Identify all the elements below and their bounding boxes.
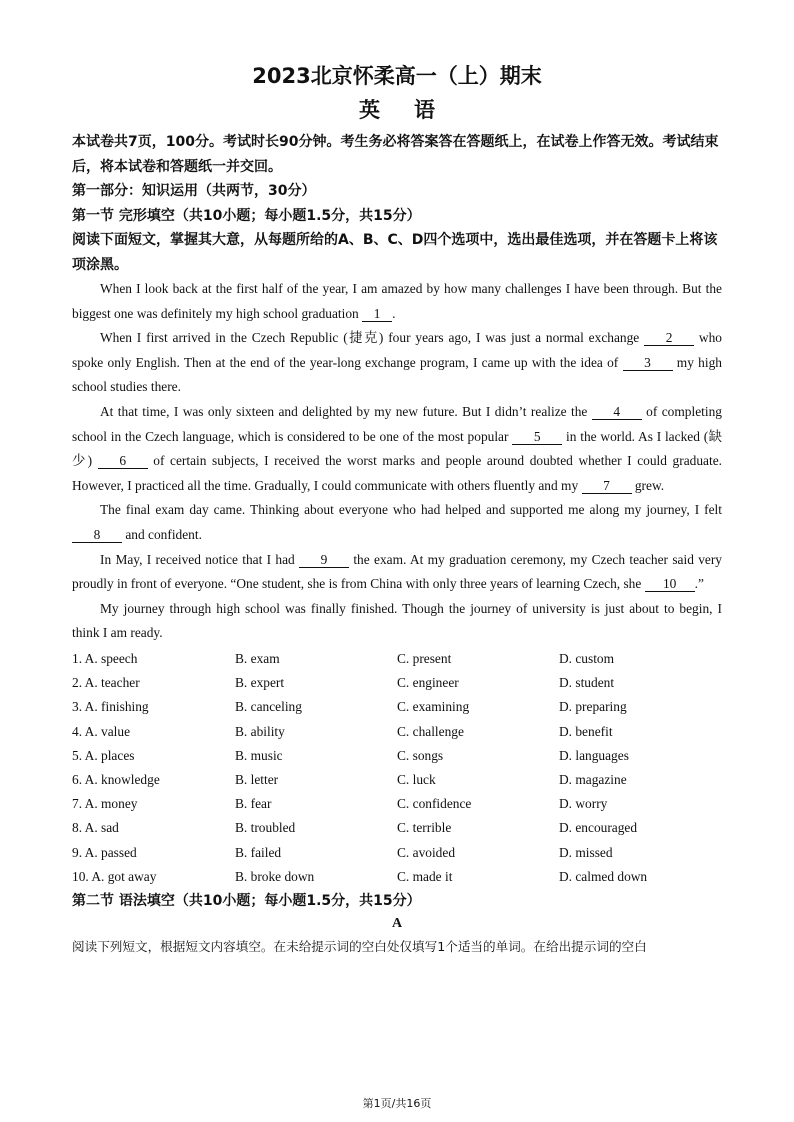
option-d: D. magazine [559, 771, 627, 787]
option-row [72, 647, 722, 671]
option-c: C. challenge [397, 723, 464, 739]
option-b: B. canceling [235, 699, 302, 715]
exam-instructions: 本试卷共7页，100分。考试时长90分钟。考生务必将答案答在答题纸上，在试卷上作答无效。考试结束后，将本试卷和答题纸一并交回。 [72, 134, 719, 175]
option-row [72, 816, 722, 840]
option-d: D. languages [559, 747, 629, 763]
option-d: D. calmed down [559, 868, 648, 884]
exam-page [72, 62, 722, 959]
option-b: B. letter [235, 771, 279, 787]
subject-title: 英语 [359, 98, 469, 122]
section1-directions: 阅读下面短文，掌握其大意，从每题所给的A、B、C、D四个选项中，选出最佳选项，并在答题卡上将该项涂黑。 [72, 232, 718, 273]
passage-text: In May, I received notice that I had [100, 551, 300, 567]
option-b: B. troubled [235, 820, 296, 836]
blank-9: 9 [299, 552, 349, 568]
option-d: D. custom [559, 650, 615, 666]
option-c: C. confidence [397, 796, 472, 812]
passage-text: . [392, 305, 396, 321]
option-a: 5. A. places [72, 747, 135, 763]
blank-7: 7 [582, 478, 632, 494]
option-d: D. missed [559, 844, 613, 860]
passage-paragraph [72, 548, 722, 597]
option-b: B. fear [235, 796, 272, 812]
section2-directions: 阅读下列短文，根据短文内容填空。在未给提示词的空白处仅填写1个适当的单词。在给出提示词的空白 [72, 939, 647, 955]
passage-text: my high school studies there. [72, 354, 722, 395]
passage-text: who spoke only English. Then at the end of the year-long exchange program, I came up with the idea of [72, 330, 722, 370]
option-row [72, 841, 722, 865]
section2-title: 第二节 语法填空（共10小题；每小题1.5分，共15分） [72, 892, 421, 909]
option-row [72, 695, 722, 719]
option-d: D. student [559, 675, 615, 691]
passage-text: .” [694, 576, 704, 592]
option-b: B. ability [235, 723, 285, 739]
cloze-passage [72, 277, 722, 646]
option-b: B. exam [235, 650, 280, 666]
option-a: 3. A. finishing [72, 699, 149, 715]
passage-paragraph [72, 400, 722, 498]
option-b: B. failed [235, 844, 282, 860]
passage-paragraph [72, 277, 722, 326]
blank-5: 5 [512, 429, 562, 445]
section1-title: 第一节 完形填空（共10小题；每小题1.5分，共15分） [72, 207, 421, 224]
blank-8: 8 [72, 527, 122, 543]
passage-text: When I first arrived in the Czech Republic (捷克) four years ago, I was just a normal exchange [100, 330, 645, 346]
passage-text: My journey through high school was finally finished. Though the journey of university is just about to begin, I think I am ready. [72, 600, 722, 641]
option-row [72, 768, 722, 792]
passage-paragraph [72, 498, 722, 547]
passage-paragraph [72, 597, 722, 646]
part1-title: 第一部分：知识运用（共两节，30分） [72, 183, 316, 199]
option-a: 9. A. passed [72, 844, 137, 860]
option-row [72, 865, 722, 889]
option-c: C. luck [397, 771, 436, 787]
passage-text: At that time, I was only sixteen and delighted by my new future. But I didn’t realize the [100, 403, 592, 419]
option-b: B. music [235, 747, 283, 763]
passage-paragraph [72, 326, 722, 400]
option-a: 4. A. value [72, 723, 131, 739]
option-a: 1. A. speech [72, 650, 138, 666]
option-row [72, 671, 722, 695]
option-row [72, 720, 722, 744]
passage-text: the exam. At my graduation ceremony, my Czech teacher said very proudly in front of everyone. “One student, she is from China with only three years of learning Czech, she [72, 551, 722, 592]
option-c: C. present [397, 650, 452, 666]
answer-options [72, 647, 722, 889]
option-d: D. preparing [559, 699, 627, 715]
passage-text: and confident. [122, 526, 202, 542]
option-d: D. encouraged [559, 820, 638, 836]
option-c: C. songs [397, 747, 444, 763]
option-a: 10. A. got away [72, 868, 157, 884]
option-a: 7. A. money [72, 796, 138, 812]
option-row [72, 792, 722, 816]
option-c: C. engineer [397, 675, 459, 691]
blank-1: 1 [362, 306, 392, 322]
option-b: B. expert [235, 675, 285, 691]
blank-4: 4 [592, 404, 642, 420]
blank-3: 3 [623, 355, 673, 371]
passage-text: in the world. As I lacked (缺少) [72, 428, 722, 469]
option-b: B. broke down [235, 868, 315, 884]
option-a: 8. A. sad [72, 820, 119, 836]
passage-text: The final exam day came. Thinking about everyone who had helped and supported me along my journey, I felt [100, 502, 722, 518]
option-d: D. worry [559, 796, 608, 812]
exam-title: 2023北京怀柔高一（上）期末 [252, 64, 542, 88]
passage-text: of completing school in the Czech language, which is considered to be one of the most popular [72, 403, 722, 444]
option-c: C. examining [397, 699, 470, 715]
option-row [72, 744, 722, 768]
option-a: 2. A. teacher [72, 675, 140, 691]
option-c: C. terrible [397, 820, 452, 836]
section2-part-label: A [391, 916, 403, 932]
option-a: 6. A. knowledge [72, 771, 160, 787]
passage-text: When I look back at the first half of the year, I am amazed by how many challenges I have been through. But the biggest one was definitely my high school graduation [72, 281, 722, 321]
option-d: D. benefit [559, 723, 613, 739]
option-c: C. made it [397, 868, 453, 884]
option-c: C. avoided [397, 844, 456, 860]
page-footer: 第1页/共16页 [362, 1097, 432, 1110]
passage-text: grew. [631, 477, 665, 493]
blank-6: 6 [98, 453, 148, 469]
blank-2: 2 [644, 330, 694, 346]
passage-text: of certain subjects, I received the worst marks and people around doubted whether I could graduate. However, I practiced all the time. Gradually, I could communicate with others fluently and my [72, 453, 722, 493]
blank-10: 10 [645, 576, 695, 592]
